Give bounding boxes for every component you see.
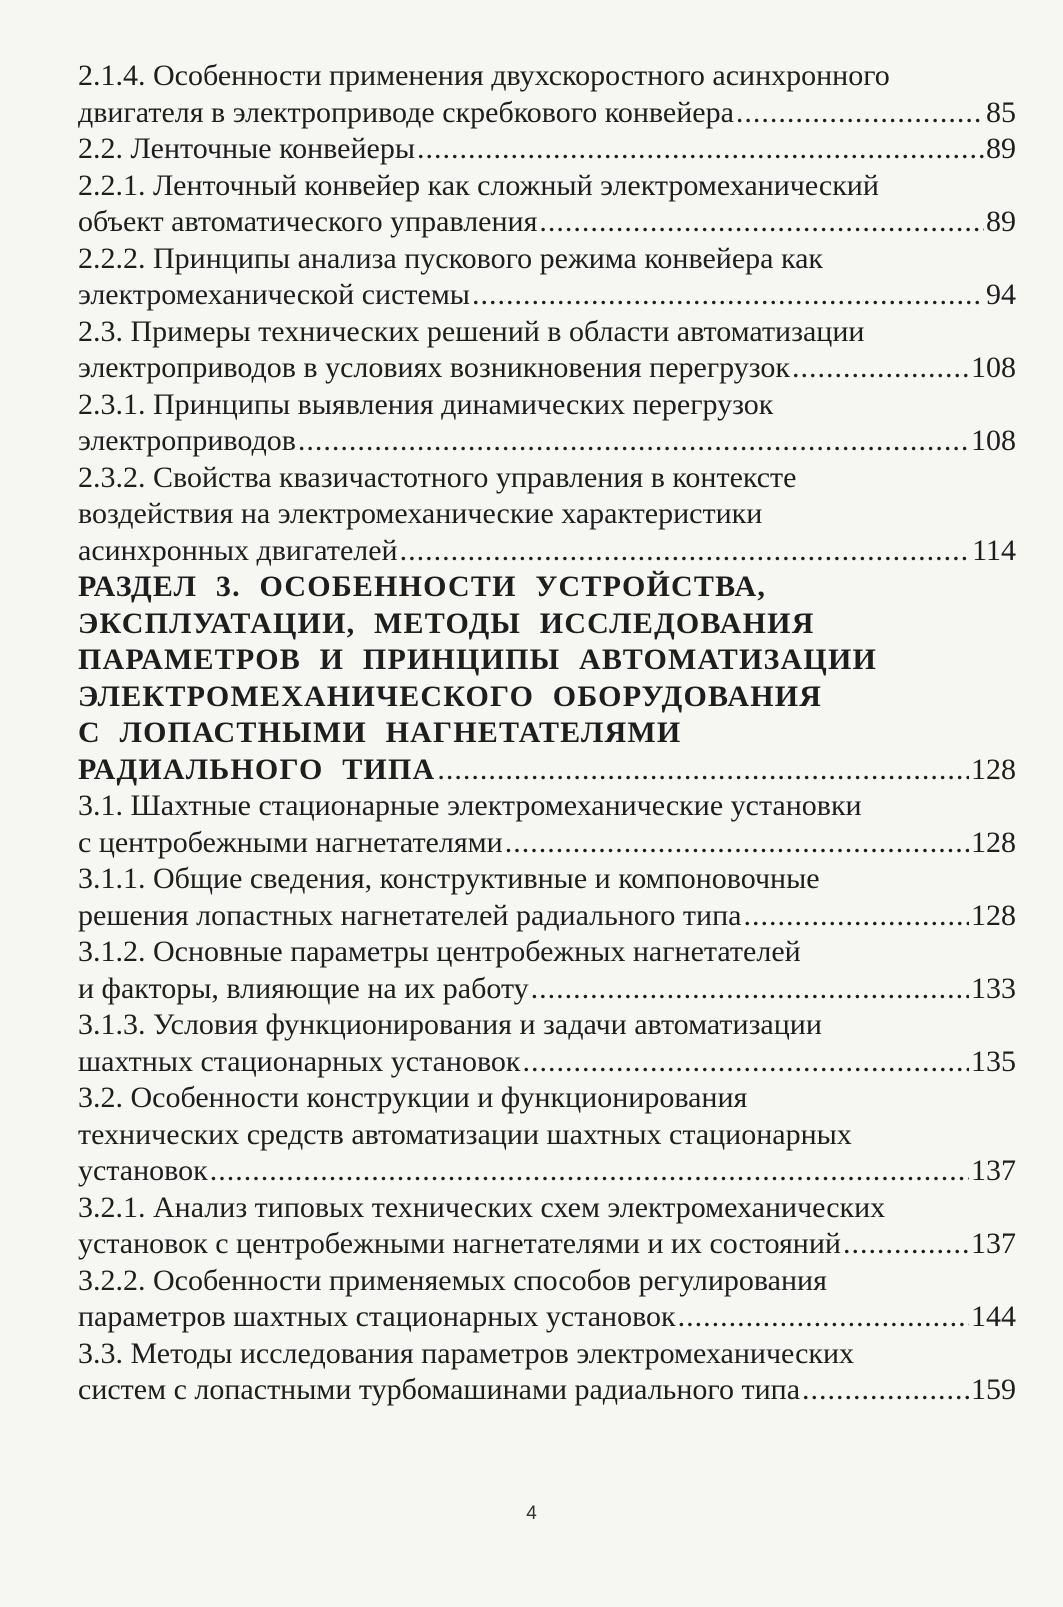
toc-page-number: 128 — [971, 752, 1016, 786]
toc-entry-last-line — [78, 204, 1016, 241]
toc-entry-last-line — [78, 825, 1016, 862]
toc-page-number: 128 — [971, 825, 1016, 859]
toc-entry-last-line — [78, 1299, 1016, 1336]
toc-entry-line: 2.2. Ленточные конвейеры — [78, 132, 416, 165]
dot-leader — [437, 752, 969, 789]
toc-page-number: 89 — [986, 205, 1016, 238]
toc-entry-last-line — [78, 971, 1016, 1008]
dot-leader — [400, 533, 971, 570]
dot-leader — [843, 1226, 969, 1263]
toc-entry — [78, 1190, 1016, 1263]
toc-entry-last-line — [78, 533, 1016, 570]
toc-entry-last-line — [78, 423, 1016, 460]
toc-entry-line: 2.2.2. Принципы анализа пускового режима конвейера как — [78, 241, 823, 275]
toc-entry-last-line — [78, 350, 1016, 387]
toc-entry-last-line — [78, 898, 1016, 935]
toc-entry-line: электроприводов — [78, 424, 296, 457]
toc-entry-line: 3.2.1. Анализ типовых технических схем электромеханических — [78, 1190, 886, 1224]
toc-page-number: 114 — [972, 533, 1016, 567]
toc-entry-last-line — [78, 1226, 1016, 1263]
toc-entry-last-line — [78, 1153, 1016, 1190]
toc-page-number: 137 — [971, 1154, 1016, 1187]
toc-entry-line: установок с центробежными нагнетателями и их состояний — [78, 1227, 841, 1260]
toc-page-number: 85 — [986, 95, 1016, 129]
toc-entry — [78, 934, 1016, 1007]
dot-leader — [539, 204, 984, 241]
dot-leader — [210, 1153, 969, 1190]
toc-entry-line: 3.1.2. Основные параметры центробежных нагнетателей — [78, 935, 801, 968]
dot-leader — [417, 131, 984, 168]
toc-entry-line: воздействия на электромеханические характеристики — [78, 497, 763, 530]
toc-page-number: 128 — [971, 898, 1016, 932]
toc-entry-last-line — [78, 1372, 1016, 1409]
dot-leader — [298, 423, 969, 460]
toc-entry-line: решения лопастных нагнетателей радиального типа — [78, 898, 742, 932]
dot-leader — [505, 825, 969, 862]
toc-entry-line: 2.3.2. Свойства квазичастотного управления в контексте — [78, 460, 797, 494]
toc-entry — [78, 314, 1016, 387]
toc-entry-line: 2.3.1. Принципы выявления динамических перегрузок — [78, 387, 774, 421]
toc-entry-line: 3.1. Шахтные стационарные электромеханические установки — [78, 789, 862, 822]
toc-entry-last-line — [78, 752, 1016, 789]
toc-page-number: 108 — [971, 424, 1016, 457]
dot-leader — [743, 898, 969, 935]
toc-entry-line: двигателя в электроприводе скребкового конвейера — [78, 95, 734, 129]
toc-entry-line: 3.2.2. Особенности применяемых способов регулирования — [78, 1263, 827, 1297]
toc-entry-line: и факторы, влияющие на их работу — [78, 971, 529, 1005]
toc-page-number: 159 — [971, 1373, 1016, 1406]
dot-leader — [792, 350, 969, 387]
toc-section-heading — [78, 569, 1016, 788]
toc-entry-line: с центробежными нагнетателями — [78, 825, 503, 859]
toc-entry-line: объект автоматического управления — [78, 205, 538, 238]
dot-leader — [531, 971, 969, 1008]
toc-entry-line: установок — [78, 1154, 208, 1187]
toc-entry — [78, 168, 1016, 241]
dot-leader — [472, 277, 984, 314]
toc-entry-line: 2.1.4. Особенности применения двухскоростного асинхронного — [78, 59, 890, 92]
toc-entry-line: С ЛОПАСТНЫМИ НАГНЕТАТЕЛЯМИ — [78, 716, 682, 749]
toc-entry-line: 2.2.1. Ленточный конвейер как сложный электромеханический — [78, 168, 879, 202]
toc-entry — [78, 1080, 1016, 1190]
toc-entry-line: ЭКСПЛУАТАЦИИ, МЕТОДЫ ИССЛЕДОВАНИЯ — [78, 606, 815, 640]
toc-entry-line: систем с лопастными турбомашинами радиального типа — [78, 1373, 801, 1406]
page-number: 4 — [526, 1503, 537, 1524]
toc-entry-line: электроприводов в условиях возникновения перегрузок — [78, 351, 790, 384]
toc-entry-line: 3.3. Методы исследования параметров электромеханических — [78, 1336, 855, 1370]
toc-entry-line: электромеханической системы — [78, 278, 470, 311]
toc-entry-line: 3.2. Особенности конструкции и функционирования — [78, 1081, 748, 1114]
toc-entry — [78, 1336, 1016, 1409]
toc-page-number: 135 — [971, 1044, 1016, 1078]
dot-leader — [523, 1044, 970, 1081]
toc-entry-line: 2.3. Примеры технических решений в области автоматизации — [78, 314, 865, 348]
dot-leader — [678, 1299, 969, 1336]
toc-page-number: 137 — [971, 1227, 1016, 1260]
toc-entry — [78, 861, 1016, 934]
toc-entry-last-line — [78, 131, 1016, 168]
toc-page-number: 89 — [986, 132, 1016, 165]
toc-entry-last-line — [78, 95, 1016, 132]
toc-entry-last-line — [78, 277, 1016, 314]
toc-entry-line: РАЗДЕЛ 3. ОСОБЕННОСТИ УСТРОЙСТВА, — [78, 570, 767, 603]
toc-entry-line: асинхронных двигателей — [78, 533, 398, 567]
toc-entry — [78, 1007, 1016, 1080]
toc-entry — [78, 460, 1016, 570]
toc-page-number: 94 — [986, 278, 1016, 311]
toc-entry-line: параметров шахтных стационарных установок — [78, 1300, 676, 1333]
toc-page-number: 133 — [971, 971, 1016, 1005]
toc-page-number: 144 — [971, 1300, 1016, 1333]
toc-entry-line: ПАРАМЕТРОВ И ПРИНЦИПЫ АВТОМАТИЗАЦИИ — [78, 643, 878, 676]
dot-leader — [802, 1372, 969, 1409]
toc-entry — [78, 788, 1016, 861]
table-of-contents — [78, 58, 1016, 1409]
toc-entry — [78, 387, 1016, 460]
toc-entry — [78, 1263, 1016, 1336]
toc-entry-line: 3.1.3. Условия функционирования и задачи автоматизации — [78, 1008, 822, 1041]
toc-page-number: 108 — [971, 351, 1016, 384]
toc-entry-line: РАДИАЛЬНОГО ТИПА — [78, 752, 436, 786]
toc-entry — [78, 241, 1016, 314]
dot-leader — [736, 95, 984, 132]
toc-entry-line: технических средств автоматизации шахтных стационарных — [78, 1117, 852, 1151]
toc-entry-line: 3.1.1. Общие сведения, конструктивные и компоновочные — [78, 862, 820, 895]
toc-entry — [78, 58, 1016, 131]
toc-entry-last-line — [78, 1044, 1016, 1081]
toc-entry-line: ЭЛЕКТРОМЕХАНИЧЕСКОГО ОБОРУДОВАНИЯ — [78, 679, 823, 713]
toc-entry — [78, 131, 1016, 168]
toc-entry-line: шахтных стационарных установок — [78, 1044, 521, 1078]
